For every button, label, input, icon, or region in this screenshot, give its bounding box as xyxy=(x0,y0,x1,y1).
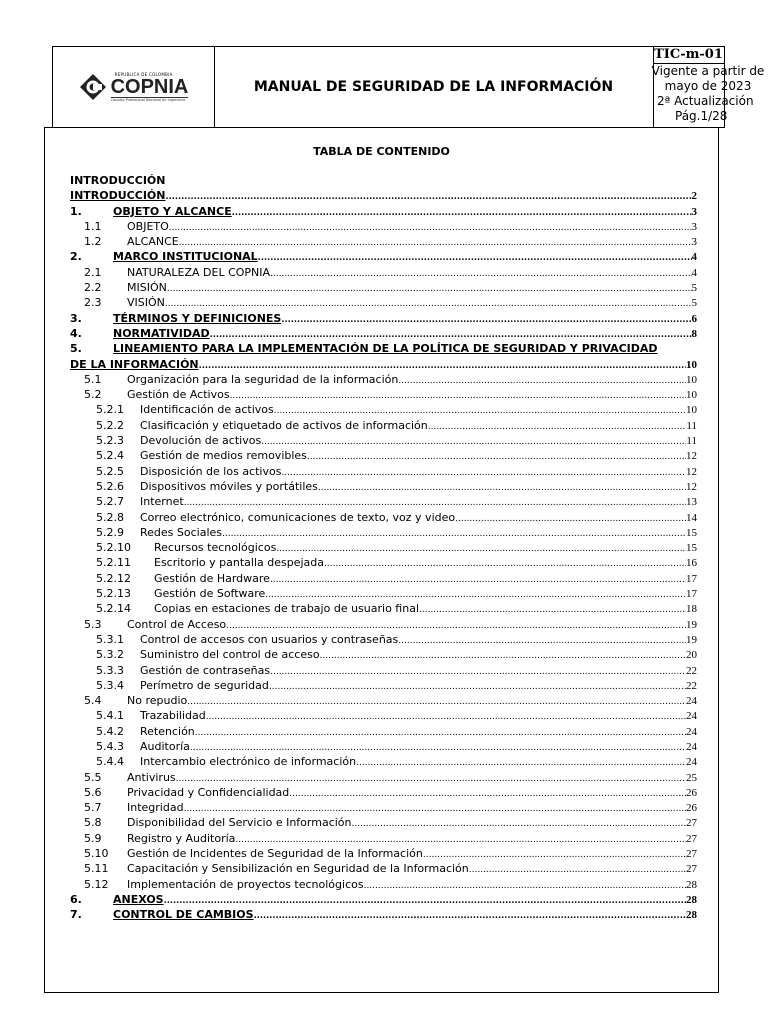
toc-entry-page: 12 xyxy=(686,450,697,463)
toc-entry-page: 4 xyxy=(691,251,697,264)
toc-entry-page: 19 xyxy=(686,633,697,646)
toc-entry-title: Implementación de proyectos tecnológicos xyxy=(127,877,364,891)
toc-entry-number: 5.3.3 xyxy=(96,663,124,677)
toc-entry[interactable] xyxy=(70,234,697,249)
toc-entry-title: Disponibilidad del Servicio e Información xyxy=(127,816,352,830)
toc-entry[interactable] xyxy=(70,693,697,708)
toc-entry[interactable] xyxy=(70,708,697,723)
toc-entry-number: 5.1 xyxy=(84,372,102,386)
toc-entry-title: Internet xyxy=(140,495,184,509)
toc-entry-page: 4 xyxy=(691,266,697,279)
toc-entry-number: 6. xyxy=(70,892,82,906)
toc-entry-number: 5.4.1 xyxy=(96,709,124,723)
toc-entry-number: 5.2 xyxy=(84,388,102,402)
toc-entry-number: 5.3.4 xyxy=(96,678,124,692)
toc-entry-page: 24 xyxy=(686,710,697,723)
toc-entry-number: 5.11 xyxy=(84,862,109,876)
document-code: TIC-m-01 xyxy=(654,47,723,62)
toc-entry-title: Copias en estaciones de trabajo de usuario final xyxy=(154,602,419,616)
update-label: 2ª Actualización xyxy=(657,94,754,108)
toc-entry-number: 2.1 xyxy=(84,265,102,279)
logo-cell xyxy=(53,47,215,127)
toc-entry-title: VISIÓN xyxy=(127,296,165,310)
toc-entry-title: DE LA INFORMACIÓN xyxy=(70,357,199,371)
toc-entry-page: 6 xyxy=(691,312,697,325)
toc-entry-page: 3 xyxy=(691,220,697,233)
document-meta xyxy=(651,47,765,127)
toc-entry[interactable] xyxy=(70,372,697,387)
toc-entry-page: 26 xyxy=(686,802,697,815)
copnia-emblem-icon xyxy=(79,73,107,101)
toc-entry-title: Clasificación y etiquetado de activos de información xyxy=(140,418,428,432)
toc-entry-number: 5.10 xyxy=(84,847,109,861)
toc-entry[interactable] xyxy=(70,800,697,815)
logo-subtitle: Consejo Profesional Nacional de Ingeniería xyxy=(110,98,186,102)
toc-entry-title: ALCANCE xyxy=(127,235,179,249)
toc-entry-page: 3 xyxy=(691,236,697,249)
toc-entry-page: 24 xyxy=(686,756,697,769)
toc-entry[interactable] xyxy=(70,846,697,861)
toc-entry-title: Trazabilidad xyxy=(140,709,206,723)
toc-entry-page: 15 xyxy=(686,526,697,539)
toc-entry-page: 27 xyxy=(686,863,697,876)
toc-leader-dots xyxy=(254,909,686,924)
toc-entry-number: 5. xyxy=(70,342,82,356)
toc-entry-page: 28 xyxy=(686,893,697,906)
toc-entry-title: Control de Acceso xyxy=(127,617,227,631)
toc-entry-page: 16 xyxy=(686,557,697,570)
toc-entry[interactable] xyxy=(70,387,697,402)
toc-entry-title: INTRODUCCIÓN xyxy=(70,189,166,203)
toc-entry-title: Gestión de Hardware xyxy=(154,571,270,585)
toc-entry[interactable] xyxy=(70,571,697,586)
toc-entry-page: 22 xyxy=(686,664,697,677)
toc-entry[interactable] xyxy=(70,219,697,234)
toc-entry[interactable] xyxy=(70,204,697,219)
toc-entry-number: 5.2.14 xyxy=(96,602,131,616)
toc-entry-title: Dispositivos móviles y portátiles xyxy=(140,479,318,493)
toc-entry[interactable] xyxy=(70,540,697,555)
toc-entry-title: Integridad xyxy=(127,801,184,815)
toc-entry-page: 24 xyxy=(686,740,697,753)
toc-entry-title: Devolución de activos xyxy=(140,434,262,448)
logo-country: REPUBLICA DE COLOMBIA xyxy=(114,72,173,77)
toc-entry-title: LINEAMIENTO PARA LA IMPLEMENTACIÓN DE LA POLÍTICA DE SEGURIDAD Y PRIVACIDAD xyxy=(113,342,658,356)
toc-entry[interactable] xyxy=(70,510,697,525)
toc-entry-number: 5.6 xyxy=(84,785,102,799)
toc-entry-title: Escritorio y pantalla despejada xyxy=(154,556,325,570)
toc-entry[interactable] xyxy=(70,402,697,417)
toc-entry-page: 27 xyxy=(686,817,697,830)
toc-entry[interactable] xyxy=(70,418,697,433)
toc-entry-page: 15 xyxy=(686,542,697,555)
toc-entry-page: 26 xyxy=(686,786,697,799)
toc-entry-page: 5 xyxy=(691,282,697,295)
table-of-contents xyxy=(70,173,697,923)
toc-entry-title: Auditoría xyxy=(140,739,190,753)
toc-entry-page: 24 xyxy=(686,725,697,738)
toc-entry[interactable] xyxy=(70,586,697,601)
toc-entry[interactable] xyxy=(70,326,697,341)
toc-entry[interactable] xyxy=(70,617,697,632)
toc-entry-number: 1. xyxy=(70,204,82,218)
toc-entry-number: 5.2.10 xyxy=(96,541,131,555)
toc-entry-title: Suministro del control de acceso xyxy=(140,648,320,662)
toc-entry-page: 27 xyxy=(686,832,697,845)
toc-entry-title: Disposición de los activos xyxy=(140,464,282,478)
toc-entry-page: 17 xyxy=(686,572,697,585)
toc-entry-title: Identificación de activos xyxy=(140,403,274,417)
toc-entry[interactable] xyxy=(70,663,697,678)
toc-entry-page: 14 xyxy=(686,511,697,524)
toc-entry-number: 2. xyxy=(70,250,82,264)
toc-entry-title: Control de accesos con usuarios y contraseñas xyxy=(140,632,399,646)
toc-entry[interactable] xyxy=(70,479,697,494)
toc-entry-title: Antivirus xyxy=(127,770,176,784)
logo-name: COPNIA xyxy=(110,76,189,98)
toc-entry[interactable] xyxy=(70,754,697,769)
toc-entry-page: 28 xyxy=(686,909,697,922)
toc-entry-page: 10 xyxy=(686,373,697,386)
toc-entry-number: 5.9 xyxy=(84,831,102,845)
toc-entry-title: NATURALEZA DEL COPNIA xyxy=(127,265,271,279)
toc-entry[interactable] xyxy=(70,907,697,922)
toc-entry[interactable] xyxy=(70,311,697,326)
toc-entry-page: 27 xyxy=(686,848,697,861)
toc-entry[interactable] xyxy=(70,678,697,693)
toc-entry-title: NORMATIVIDAD xyxy=(113,326,210,340)
toc-entry-number: 5.2.11 xyxy=(96,556,131,570)
toc-entry-number: 4. xyxy=(70,326,82,340)
toc-entry-title: Recursos tecnológicos xyxy=(154,541,277,555)
toc-entry-page: 11 xyxy=(686,419,697,432)
toc-entry-page: 10 xyxy=(686,358,697,371)
toc-title: TABLA DE CONTENIDO xyxy=(313,145,450,158)
toc-entry-title: OBJETO xyxy=(127,219,169,233)
valid-from-line2: mayo de 2023 xyxy=(664,79,752,93)
toc-entry-number: 5.2.7 xyxy=(96,495,124,509)
toc-entry[interactable] xyxy=(70,770,697,785)
toc-entry[interactable] xyxy=(70,280,697,295)
toc-entry-number: 5.3.2 xyxy=(96,648,124,662)
toc-entry-title: MARCO INSTITUCIONAL xyxy=(113,250,258,264)
toc-entry-page: 17 xyxy=(686,588,697,601)
toc-entry-title: TÉRMINOS Y DEFINICIONES xyxy=(113,311,282,325)
document-title: MANUAL DE SEGURIDAD DE LA INFORMACIÓN xyxy=(214,47,654,127)
toc-entry-page: 19 xyxy=(686,618,697,631)
toc-entry-page: 20 xyxy=(686,649,697,662)
toc-entry-number: 3. xyxy=(70,311,82,325)
toc-entry[interactable] xyxy=(70,249,697,264)
toc-entry-title: Retención xyxy=(140,724,195,738)
toc-entry[interactable] xyxy=(70,448,697,463)
toc-entry-number: 5.2.5 xyxy=(96,464,124,478)
document-header xyxy=(52,46,765,128)
toc-entry[interactable] xyxy=(70,464,697,479)
toc-entry-number: 5.4.3 xyxy=(96,739,124,753)
toc-entry-title: OBJETO Y ALCANCE xyxy=(113,204,232,218)
toc-entry-title: Intercambio electrónico de información xyxy=(140,755,357,769)
toc-entry[interactable] xyxy=(70,494,697,509)
toc-entry-title: Gestión de Incidentes de Seguridad de la Información xyxy=(127,847,423,861)
toc-entry-number: 5.4 xyxy=(84,694,102,708)
toc-entry-page: 24 xyxy=(686,695,697,708)
toc-entry[interactable] xyxy=(70,815,697,830)
toc-entry-number: 1.1 xyxy=(84,219,102,233)
toc-entry[interactable] xyxy=(70,632,697,647)
toc-entry-number: 5.2.2 xyxy=(96,418,124,432)
toc-entry[interactable] xyxy=(70,861,697,876)
toc-entry-title: Registro y Auditoría xyxy=(127,831,236,845)
toc-entry[interactable] xyxy=(70,892,697,907)
toc-entry-number: 5.2.13 xyxy=(96,587,131,601)
toc-entry-number: 5.2.3 xyxy=(96,434,124,448)
toc-entry-title: Gestión de medios removibles xyxy=(140,449,307,463)
toc-entry-number: 5.2.12 xyxy=(96,571,131,585)
toc-entry-title: Perímetro de seguridad xyxy=(140,678,269,692)
toc-entry-page: 8 xyxy=(691,327,697,340)
toc-entry-title: ANEXOS xyxy=(113,892,164,906)
toc-entry[interactable] xyxy=(70,601,697,616)
toc-entry-number: 5.7 xyxy=(84,801,102,815)
toc-entry-number: 5.2.4 xyxy=(96,449,124,463)
toc-entry-title: Redes Sociales xyxy=(140,525,223,539)
toc-entry[interactable] xyxy=(70,357,697,372)
page-number: Pág.1/28 xyxy=(675,109,728,123)
toc-heading: INTRODUCCIÓN xyxy=(70,174,166,187)
toc-entry-title: Gestión de contraseñas xyxy=(140,663,271,677)
toc-entry-number: 5.4.2 xyxy=(96,724,124,738)
toc-entry-number: 1.2 xyxy=(84,235,102,249)
toc-entry-number: 5.12 xyxy=(84,877,109,891)
toc-entry-number: 7. xyxy=(70,908,82,922)
toc-entry-title: Privacidad y Confidencialidad xyxy=(127,785,290,799)
toc-entry[interactable] xyxy=(70,188,697,203)
toc-entry-title: Correo electrónico, comunicaciones de texto, voz y video xyxy=(140,510,456,524)
toc-entry[interactable] xyxy=(70,724,697,739)
valid-from-line1: Vigente a partir de xyxy=(651,64,765,78)
toc-entry-page: 5 xyxy=(691,297,697,310)
toc-entry-page: 25 xyxy=(686,771,697,784)
toc-entry-page: 2 xyxy=(691,190,697,203)
toc-entry-number: 5.2.9 xyxy=(96,525,124,539)
toc-entry[interactable] xyxy=(70,739,697,754)
toc-entry[interactable] xyxy=(70,647,697,662)
toc-entry-page: 12 xyxy=(686,480,697,493)
toc-entry-page: 3 xyxy=(691,205,697,218)
toc-entry[interactable] xyxy=(70,525,697,540)
toc-entry-number: 5.3.1 xyxy=(96,632,124,646)
toc-entry-number: 2.3 xyxy=(84,296,102,310)
toc-entry[interactable] xyxy=(70,555,697,570)
toc-entry-number: 5.2.1 xyxy=(96,403,124,417)
toc-entry-title: Organización para la seguridad de la información xyxy=(127,372,399,386)
toc-entry-title: Capacitación y Sensibilización en Seguridad de la Información xyxy=(127,862,469,876)
toc-entry[interactable] xyxy=(70,877,697,892)
toc-entry-number: 5.2.8 xyxy=(96,510,124,524)
toc-entry-page: 12 xyxy=(686,465,697,478)
toc-entry[interactable] xyxy=(70,831,697,846)
toc-entry-page: 22 xyxy=(686,679,697,692)
toc-entry-page: 18 xyxy=(686,603,697,616)
toc-entry-number: 5.2.6 xyxy=(96,479,124,493)
toc-entry-page: 10 xyxy=(686,404,697,417)
toc-entry[interactable] xyxy=(70,265,697,280)
toc-entry-number: 5.5 xyxy=(84,770,102,784)
toc-entry-title: Gestión de Activos xyxy=(127,388,230,402)
toc-entry-page: 11 xyxy=(686,435,697,448)
toc-entry[interactable] xyxy=(70,341,697,356)
toc-entry-number: 5.4.4 xyxy=(96,755,124,769)
toc-entry-number: 5.3 xyxy=(84,617,102,631)
toc-entry-title: Gestión de Software xyxy=(154,587,266,601)
toc-entry[interactable] xyxy=(70,433,697,448)
toc-entry-page: 13 xyxy=(686,496,697,509)
toc-entry-page: 28 xyxy=(686,878,697,891)
toc-entry-number: 5.8 xyxy=(84,816,102,830)
copnia-logo xyxy=(79,72,189,102)
toc-entry-title: MISIÓN xyxy=(127,281,167,295)
toc-entry-title: No repudio xyxy=(127,694,188,708)
toc-entry-title: CONTROL DE CAMBIOS xyxy=(113,908,254,922)
toc-entry-number: 2.2 xyxy=(84,281,102,295)
toc-entry[interactable] xyxy=(70,785,697,800)
toc-entry-page: 10 xyxy=(686,389,697,402)
toc-entry[interactable] xyxy=(70,295,697,310)
